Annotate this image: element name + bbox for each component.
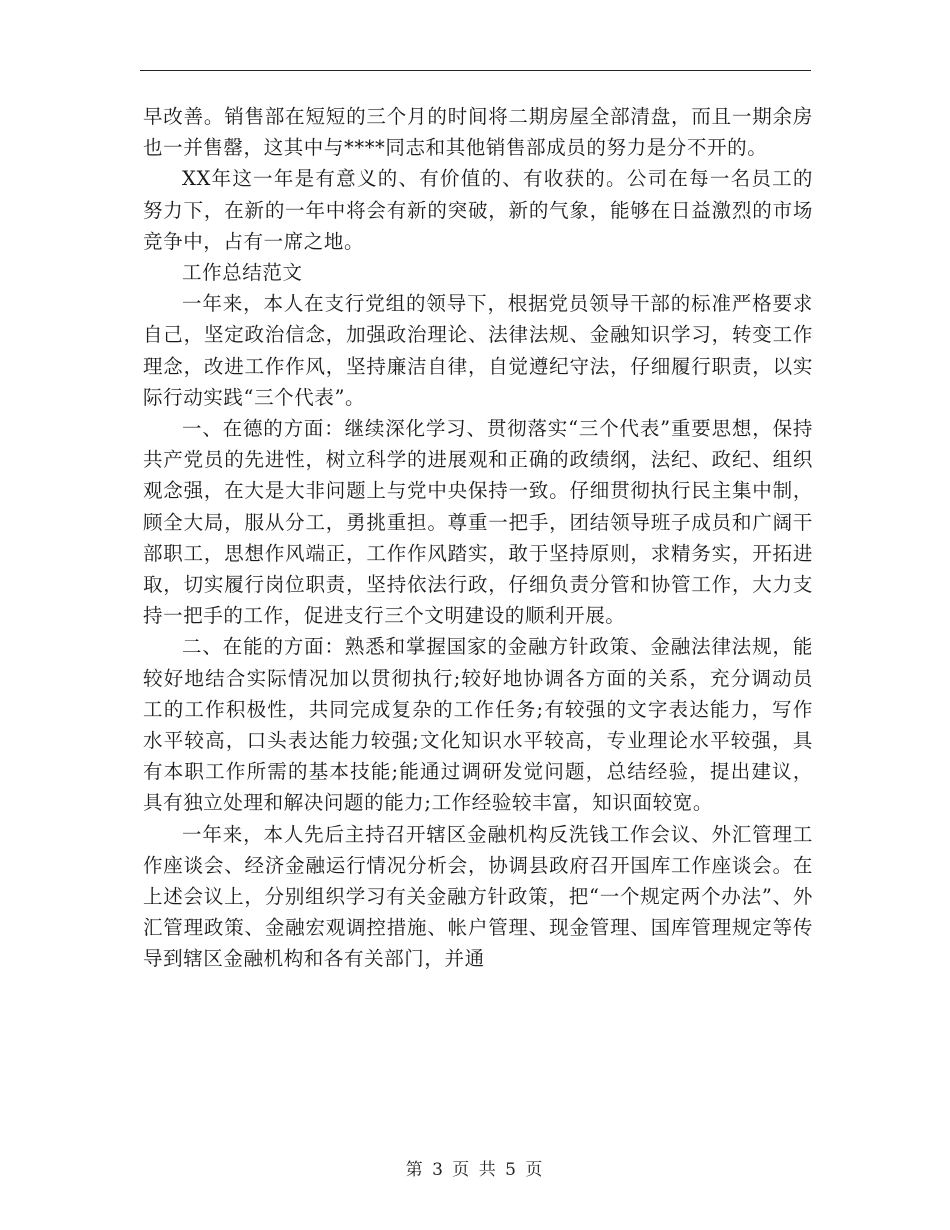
paragraph: 一年来，本人先后主持召开辖区金融机构反洗钱工作会议、外汇管理工作座谈会、经济金融运行情况分析会，协调县政府召开国库工作座谈会。在上述会议上，分别组织学习有关金融方针政策，把“一个规定两个办法”、外汇管理政策、金融宏观调控措施、帐户管理、现金管理、国库管理规定等传导到辖区金融机构和各有关部门，并通 [143, 822, 813, 971]
section-title: 工作总结范文 [182, 261, 303, 285]
page-footer: 第 3 页 共 5 页 [405, 1160, 545, 1180]
paragraph: 一年来，本人在支行党组的领导下，根据党员领导干部的标准严格要求自己，坚定政治信念，加强政治理论、法律法规、金融知识学习，转变工作理念，改进工作作风，坚持廉洁自律，自觉遵纪守法，仔细履行职责，以实际行动实践“三个代表”。 [143, 292, 813, 409]
paragraph: 二、在能的方面：熟悉和掌握国家的金融方针政策、金融法律法规，能较好地结合实际情况加以贯彻执行;较好地协调各方面的关系，充分调动员工的工作积极性，共同完成复杂的工作任务;有较强的文字表达能力，写作水平较高，口头表达能力较强;文化知识水平较高，专业理论水平较强，具有本职工作所需的基本技能;能通过调研发觉问题，总结经验，提出建议，具有独立处理和解决问题的能力;工作经验较丰富，知识面较宽。 [143, 635, 813, 815]
header-rule [140, 70, 811, 71]
paragraph: XX年这一年是有意义的、有价值的、有收获的。公司在每一名员工的努力下，在新的一年中将会有新的突破，新的气象，能够在日益激烈的市场竞争中，占有一席之地。 [143, 167, 813, 253]
paragraph-continued: 早改善。销售部在短短的三个月的时间将二期房屋全部清盘，而且一期余房也一并售罄，这其中与****同志和其他销售部成员的努力是分不开的。 [143, 105, 813, 160]
paragraph: 一、在德的方面：继续深化学习、贯彻落实“三个代表”重要思想，保持共产党员的先进性，树立科学的进展观和正确的政绩纲，法纪、政纪、组织观念强，在大是大非问题上与党中央保持一致。仔细贯彻执行民主集中制，顾全大局，服从分工，勇挑重担。尊重一把手，团结领导班子成员和广阔干部职工，思想作风端正，工作作风踏实，敢于坚持原则，求精务实，开拓进取，切实履行岗位职责，坚持依法行政，仔细负责分管和协管工作，大力支持一把手的工作，促进支行三个文明建设的顺利开展。 [143, 417, 813, 628]
document-body [143, 101, 813, 975]
